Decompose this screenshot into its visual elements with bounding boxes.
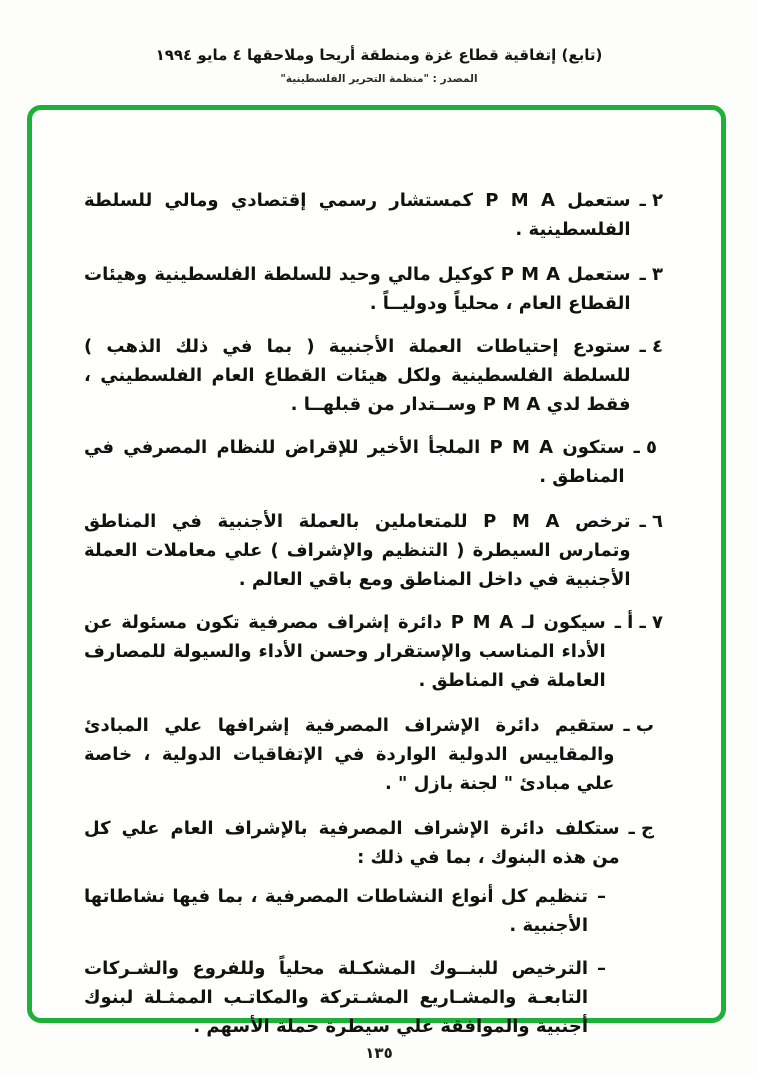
item-text: ستكلف دائرة الإشراف المصرفية بالإشراف العام علي كل من هذه البنوك ، بما في ذلك : [84,818,620,868]
list-item-7a [84,608,663,695]
list-item-4 [84,332,663,419]
bullet-item-2 [84,954,663,1041]
green-border-frame [27,105,726,1037]
item-marker: ٤ ـ [639,336,663,357]
list-item-2 [84,186,663,244]
item-text: ستعمل P M A كوكيل مالي وحيد للسلطة الفلسطينية وهيئات القطاع العام ، محلياً ودوليــاً . [84,264,631,314]
list-item-5 [84,433,663,491]
item-marker: ٦ ـ [639,511,663,532]
document-header [0,46,758,85]
item-marker: ج ـ [628,818,654,839]
item-text: تنظيم كل أنواع النشاطات المصرفية ، بما فيها نشاطاتها الأجنبية . [84,886,588,936]
item-marker: ٣ ـ [639,264,663,285]
item-text: سيكون لـ P M A دائرة إشراف مصرفية تكون مسئولة عن الأداء المناسب والإستقرار وحسن الأداء والسيولة للمصارف العاملة في المناطق . [84,612,606,691]
item-text: الترخيص للبنــوك المشكـلة محلياً وللفروع والشـركات التابعـة والمشـاريع المشـتركة والمكاتـب الممثـلة لبنوك أجنبية والموافقة علي سيطرة حملة الأسهم . [84,958,588,1037]
document-body [84,186,663,1055]
item-text: ستعمل P M A كمستشار رسمي إقتصادي ومالي للسلطة الفلسطينية . [84,190,631,240]
list-item-3 [84,260,663,318]
item-text: ترخص P M A للمتعاملين بالعملة الأجنبية في المناطق وتمارس السيطرة ( التنظيم والإشراف ) علي معاملات العملة الأجنبية في داخل المناطق ومع باقي العالم . [84,511,631,590]
list-item-7c [84,814,663,872]
item-marker: ٧ ـ أ ـ [614,612,663,633]
page-number: ١٣٥ [365,1044,393,1062]
item-marker: ٥ ـ [633,437,657,458]
list-item-7b [84,711,663,798]
bullet-item-1 [84,882,663,940]
document-source: المصدر : "منظمة التحرير الفلسطينية" [280,73,478,85]
document-title: (تابع) إتفاقية قطاع غزة ومنطقة أريحا وملاحقها ٤ مايو ١٩٩٤ [155,46,603,64]
dash-bullet-icon: – [597,958,606,979]
item-marker: ٢ ـ [639,190,663,211]
item-marker: ب ـ [623,715,654,736]
item-text: ستودع إحتياطات العملة الأجنبية ( بما في ذلك الذهب ) للسلطة الفلسطينية ولكل هيئات القطاع العام الفلسطيني ، فقط لدي P M A وســتدار من قبلهــا . [84,336,631,415]
item-text: ستقيم دائرة الإشراف المصرفية إشرافها علي المبادئ والمقاييس الدولية الواردة في الإتفاقيات الدولية ، خاصة علي مبادئ " لجنة بازل " . [84,715,615,794]
dash-bullet-icon: – [597,886,606,907]
list-item-6 [84,507,663,594]
item-text: ستكون P M A الملجأ الأخير للإقراض للنظام المصرفي في المناطق . [84,437,625,487]
